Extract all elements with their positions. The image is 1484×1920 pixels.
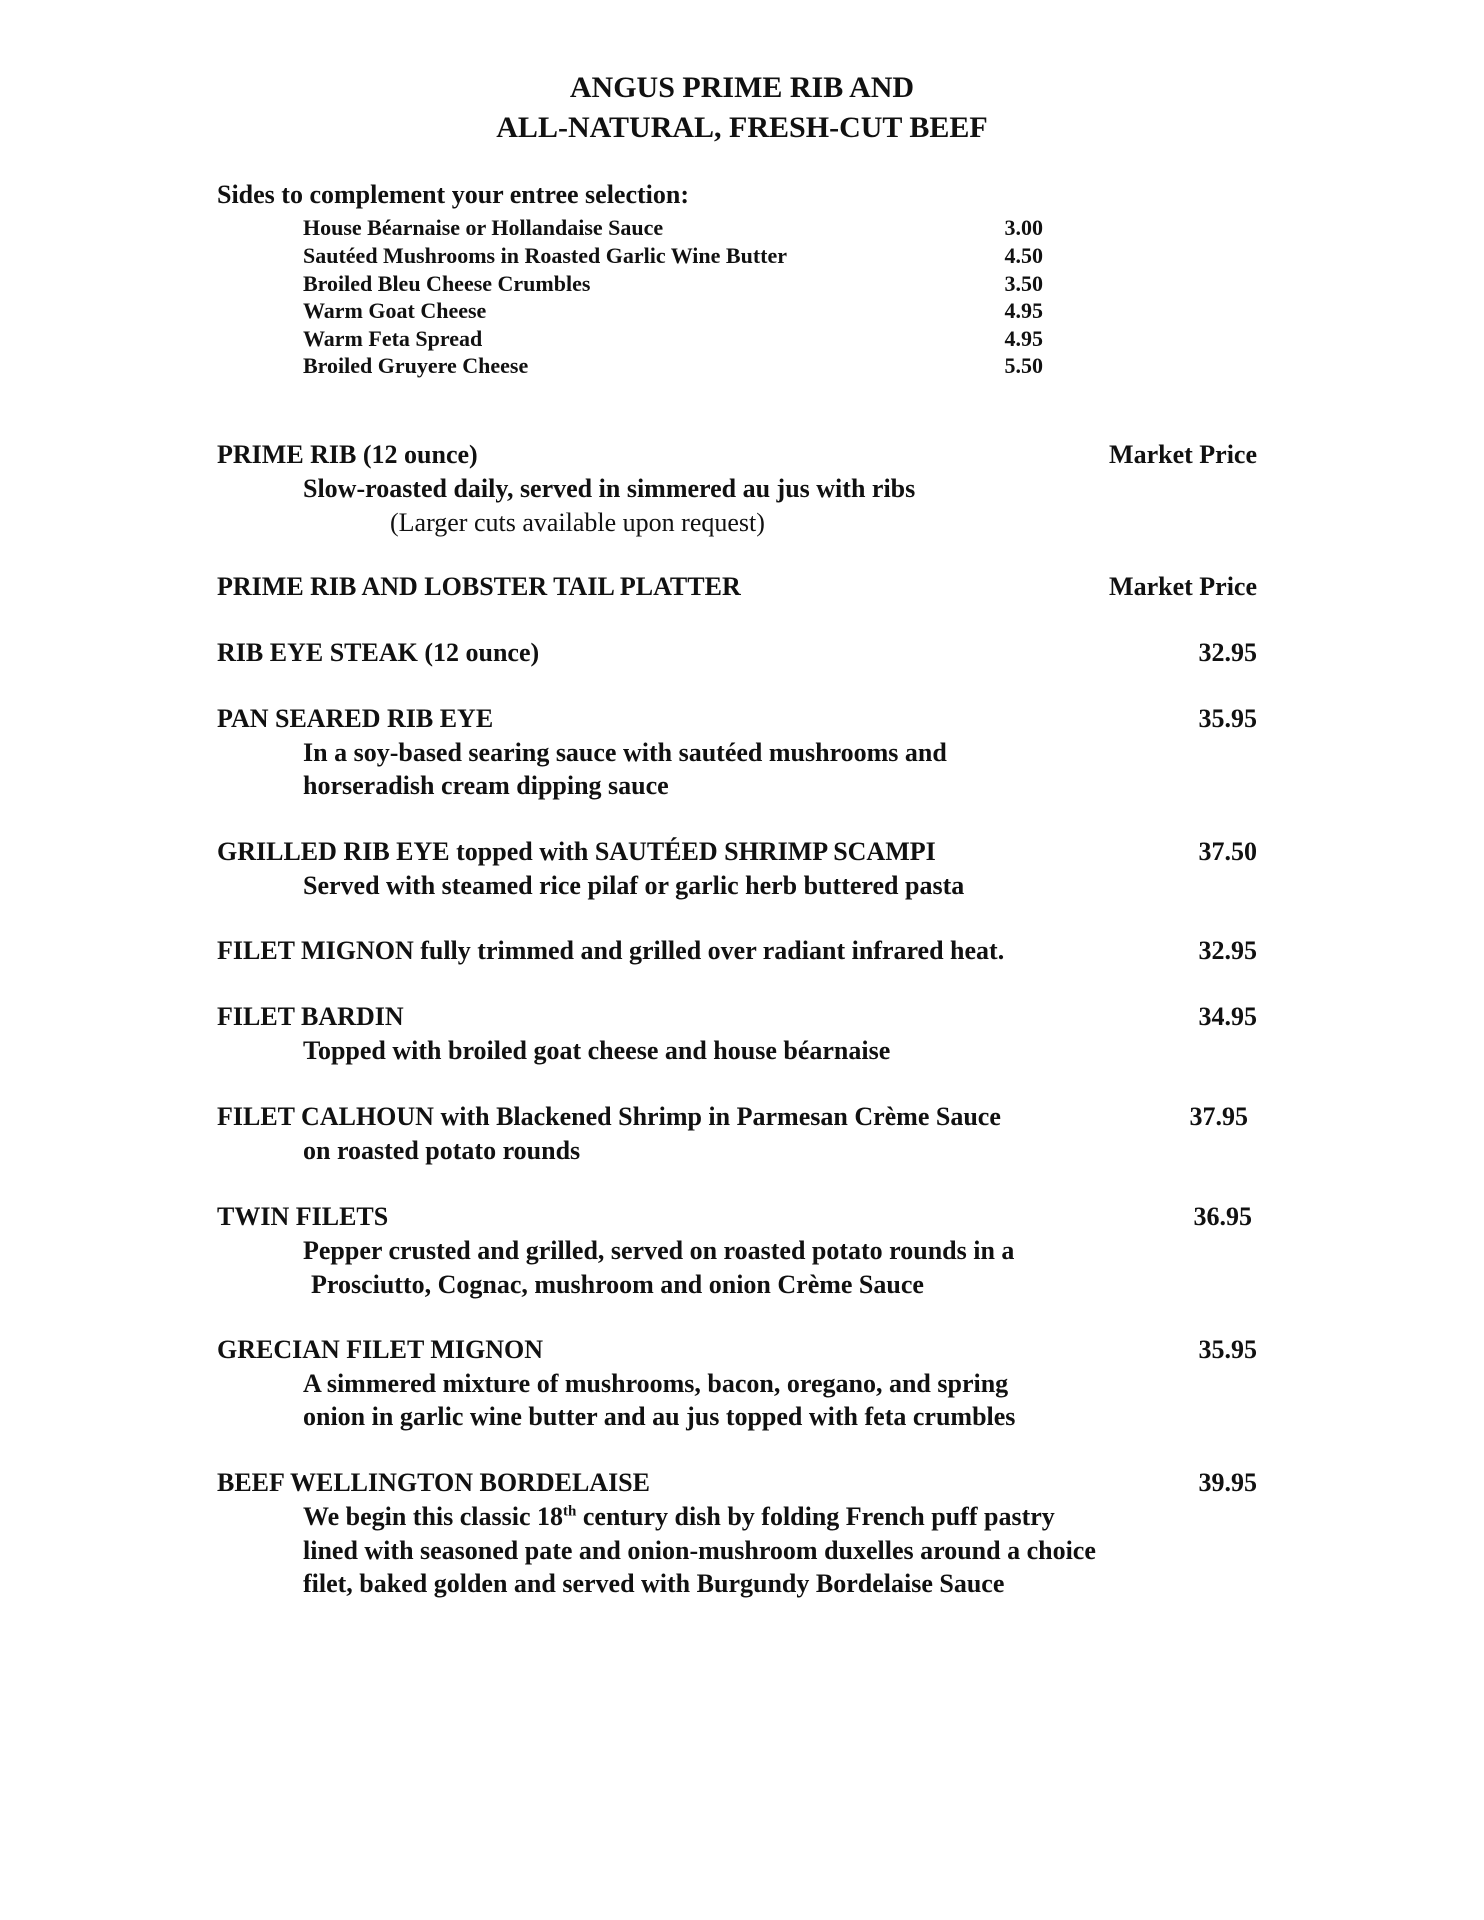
- side-item-price: 5.50: [1004, 353, 1043, 378]
- side-item-price: 3.50: [1004, 271, 1043, 296]
- menu-item-name: FILET MIGNON fully trimmed and grilled over radiant infrared heat.: [217, 936, 1005, 965]
- side-item-price: 4.95: [1004, 326, 1043, 351]
- menu-item-price: 35.95: [1198, 704, 1257, 733]
- menu-item-description: Pepper crusted and grilled, served on roasted potato rounds in a: [303, 1236, 1015, 1265]
- menu-item-description: Topped with broiled goat cheese and house béarnaise: [303, 1036, 891, 1065]
- menu-item-description: Prosciutto, Cognac, mushroom and onion Crème Sauce: [311, 1270, 924, 1299]
- menu-title-line-2: ALL-NATURAL, FRESH-CUT BEEF: [496, 111, 988, 144]
- menu-item-name: FILET CALHOUN with Blackened Shrimp in Parmesan Crème Sauce: [217, 1102, 1001, 1131]
- side-item-name: Warm Goat Cheese: [303, 298, 487, 323]
- menu-item-price: 34.95: [1198, 1002, 1257, 1031]
- side-item-price: 4.95: [1004, 298, 1043, 323]
- menu-item-name: GRILLED RIB EYE topped with SAUTÉED SHRIMP SCAMPI: [217, 837, 936, 866]
- menu-item-description: on roasted potato rounds: [303, 1136, 581, 1165]
- side-item-name: Broiled Gruyere Cheese: [303, 353, 529, 378]
- menu-item-name: GRECIAN FILET MIGNON: [217, 1335, 544, 1364]
- menu-item-name: PAN SEARED RIB EYE: [217, 704, 494, 733]
- ordinal-superscript: th: [563, 1503, 577, 1520]
- description-text: We begin this classic 18: [303, 1502, 564, 1531]
- menu-item-description: [303, 1502, 1055, 1532]
- menu-item-note: (Larger cuts available upon request): [390, 508, 765, 537]
- menu-item-name: FILET BARDIN: [217, 1002, 404, 1031]
- side-item-name: Sautéed Mushrooms in Roasted Garlic Wine Butter: [303, 243, 788, 268]
- menu-item-price: 37.95: [1189, 1102, 1248, 1131]
- menu-title-line-1: ANGUS PRIME RIB AND: [569, 71, 915, 104]
- menu-item-price: 32.95: [1198, 638, 1257, 667]
- side-item-name: Broiled Bleu Cheese Crumbles: [303, 271, 591, 296]
- side-item-name: House Béarnaise or Hollandaise Sauce: [303, 215, 664, 240]
- menu-item-name: TWIN FILETS: [217, 1202, 389, 1231]
- menu-item-description: onion in garlic wine butter and au jus topped with feta crumbles: [303, 1402, 1016, 1431]
- menu-item-name: BEEF WELLINGTON BORDELAISE: [217, 1468, 650, 1497]
- menu-item-price: 39.95: [1198, 1468, 1257, 1497]
- menu-item-description: In a soy-based searing sauce with sautéed mushrooms and: [303, 738, 947, 767]
- menu-item-description: horseradish cream dipping sauce: [303, 771, 669, 800]
- description-text: century dish by folding French puff pastry: [576, 1502, 1055, 1531]
- menu-item-name: PRIME RIB (12 ounce): [217, 440, 478, 469]
- menu-item-price: Market Price: [1109, 440, 1257, 469]
- menu-item-price: Market Price: [1109, 572, 1257, 601]
- menu-item-price: 35.95: [1198, 1335, 1257, 1364]
- menu-item-description: A simmered mixture of mushrooms, bacon, oregano, and spring: [303, 1369, 1009, 1398]
- menu-item-name: RIB EYE STEAK (12 ounce): [217, 638, 540, 667]
- side-item-price: 3.00: [1004, 215, 1043, 240]
- menu-item-name: PRIME RIB AND LOBSTER TAIL PLATTER: [217, 572, 741, 601]
- menu-item-price: 37.50: [1198, 837, 1257, 866]
- menu-item-price: 36.95: [1193, 1202, 1252, 1231]
- sides-heading: Sides to complement your entree selection:: [217, 180, 689, 209]
- side-item-name: Warm Feta Spread: [303, 326, 483, 351]
- menu-item-description: lined with seasoned pate and onion-mushroom duxelles around a choice: [303, 1536, 1096, 1565]
- side-item-price: 4.50: [1004, 243, 1043, 268]
- menu-item-description: filet, baked golden and served with Burgundy Bordelaise Sauce: [303, 1569, 1005, 1598]
- menu-item-price: 32.95: [1198, 936, 1257, 965]
- menu-item-description: Slow-roasted daily, served in simmered au jus with ribs: [303, 474, 916, 503]
- menu-item-description: Served with steamed rice pilaf or garlic herb buttered pasta: [303, 871, 965, 900]
